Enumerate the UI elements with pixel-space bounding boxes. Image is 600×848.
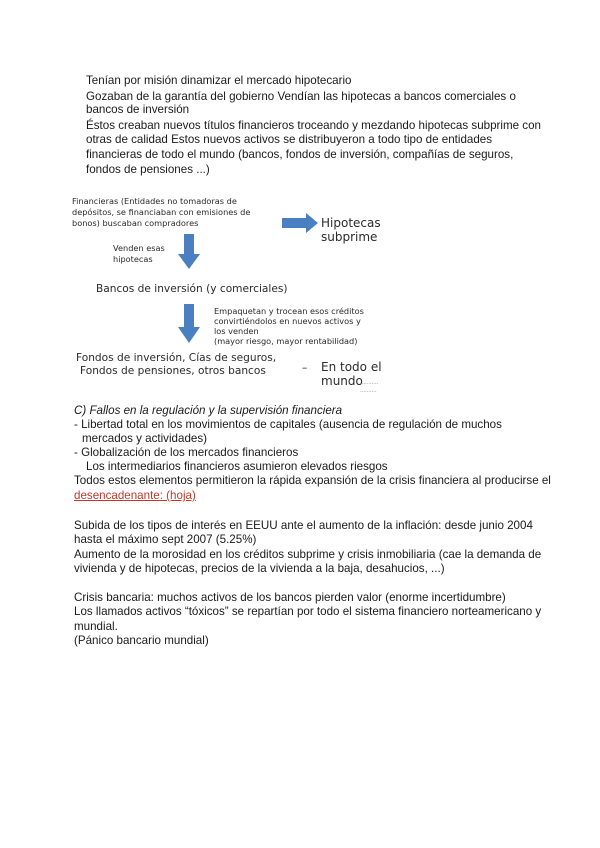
rates-line-2: hasta el máximo sept 2007 (5.25%) xyxy=(74,533,257,546)
section-c-item-1a: - Libertad total en los movimientos de capitales (ausencia de regulación de muchos xyxy=(74,418,502,431)
rates-line-1: Subida de los tipos de interés en EEUU ante el aumento de la inflación: desde junio 2004 xyxy=(74,519,533,532)
banking-line-3: mundial. xyxy=(74,620,118,633)
empaquetan-line-4: (mayor riesgo, mayor rentabilidad) xyxy=(214,336,358,346)
section-c-item-2: - Globalización de los mercados financieros xyxy=(74,446,299,459)
fondos-line-1: Fondos de inversión, Cías de seguros, xyxy=(76,352,277,364)
empaquetan-line-3: los venden xyxy=(214,326,259,336)
bancos-label: Bancos de inversión (y comerciales) xyxy=(96,283,288,295)
right-arrow-icon xyxy=(282,213,322,235)
financieras-line-3: bonos) buscaban compradores xyxy=(72,218,199,228)
empaquetan-line-1: Empaquetan y trocean esos créditos xyxy=(214,306,364,316)
down-arrow-icon-1 xyxy=(178,234,200,270)
intro-line-5: otras de calidad Estos nuevos activos se distribuyeron a todo tipo de entidades xyxy=(86,133,493,146)
rates-line-3: Aumento de la morosidad en los créditos subprime y crisis inmobiliaria (cae la demanda de xyxy=(74,548,542,561)
intro-line-6: financieras de todo el mundo (bancos, fondos de inversión, compañías de seguros, xyxy=(86,148,514,161)
section-c-conclusion: Todos estos elementos permitieron la rápida expansión de la crisis financiera al producirse el xyxy=(74,474,551,487)
down-arrow-icon-2 xyxy=(178,304,200,344)
intro-line-3: bancos de inversión xyxy=(86,103,190,116)
venden-line-1: Venden esas xyxy=(113,243,165,253)
dash-mark: – xyxy=(302,362,308,374)
todo-line-2: mundo xyxy=(321,374,363,388)
hipotecas-line-2: subprime xyxy=(321,230,378,244)
todo-line-1: En todo el xyxy=(321,360,382,374)
intro-line-7: fondos de pensiones ...) xyxy=(86,163,210,176)
rates-line-4: vivienda y de hipotecas, precios de la vivienda a la baja, desahucios, ...) xyxy=(74,562,445,575)
empaquetan-line-2: convirtiéndolos en nuevos activos y xyxy=(214,316,361,326)
section-c-heading: C) Fallos en la regulación y la supervisión financiera xyxy=(74,404,343,417)
banking-line-1: Crisis bancaria: muchos activos de los bancos pierden valor (enorme incertidumbre) xyxy=(74,591,506,604)
intro-line-4: Éstos creaban nuevos títulos financieros troceando y mezdando hipotecas subprime con xyxy=(86,119,541,132)
hipotecas-line-1: Hipotecas xyxy=(321,216,381,230)
banking-line-4: (Pánico bancario mundial) xyxy=(74,634,209,647)
faint-note-1: ........... xyxy=(360,380,379,386)
trigger-link[interactable]: desencadenante: (hoja) xyxy=(74,489,196,502)
intro-line-2: Gozaban de la garantía del gobierno Vendían las hipotecas a bancos comerciales o xyxy=(86,90,516,103)
banking-line-2: Los llamados activos “tóxicos” se repartían por todo el sistema financiero norteamericano y xyxy=(74,605,542,618)
faint-note-2: .......... xyxy=(360,388,377,394)
section-c-item-1b: mercados y actividades) xyxy=(82,432,208,445)
financieras-line-1: Financieras (Entidades no tomadoras de xyxy=(72,196,237,206)
venden-line-2: hipotecas xyxy=(113,254,153,264)
section-c-item-3: Los intermediarios financieros asumieron elevados riesgos xyxy=(86,460,388,473)
intro-line-1: Tenían por misión dinamizar el mercado hipotecario xyxy=(86,74,352,87)
financieras-line-2: depósitos, se financiaban con emisiones de xyxy=(72,207,251,217)
fondos-line-2: Fondos de pensiones, otros bancos xyxy=(80,365,266,377)
